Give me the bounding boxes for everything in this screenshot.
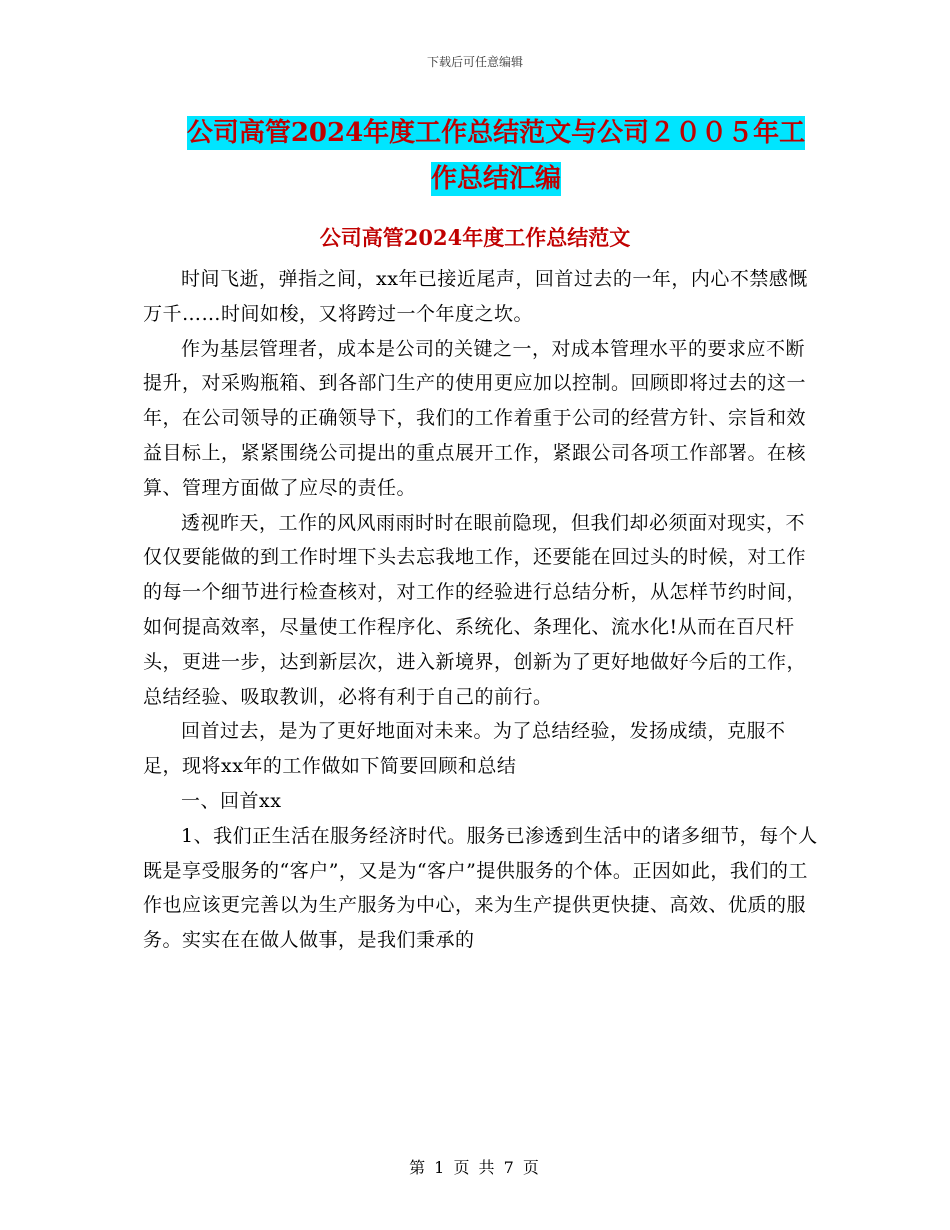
document-title-line-1: 公司高管2024年度工作总结范文与公司２００５年工 bbox=[186, 118, 806, 148]
section-title: 公司高管2024年度工作总结范文 bbox=[319, 225, 631, 250]
header-note: 下载后可任意编辑 bbox=[426, 55, 523, 69]
paragraph: 作为基层管理者，成本是公司的关键之一，对成本管理水平的要求应不断提升，对采购瓶箱、到各部门生产的使用更应加以控制。回顾即将过去的这一年，在公司领导的正确领导下，我们的工作着重于公司的经营方针、宗旨和效益目标上，紧紧围绕公司提出的重点展开工作，紧跟公司各项工作部署。在核算、管理方面做了应尽的责任。 bbox=[143, 337, 807, 499]
paragraph: 回首过去，是为了更好地面对未来。为了总结经验，发扬成绩，克服不足，现将xx年的工作做如下简要回顾和总结 bbox=[143, 720, 786, 778]
page-indicator: 第 1 页 共 7 页 bbox=[409, 1158, 541, 1177]
paragraph: 透视昨天，工作的风风雨雨时时在眼前隐现，但我们却必须面对现实，不仅仅要能做的到工作时埋下头去忘我地工作，还要能在回过头的时候，对工作的每一个细节进行检查核对，对工作的经验进行总结分析，从怎样节约时间，如何提高效率，尽量使工作程序化、系统化、条理化、流水化!从而在百尺杆头，更进一步，达到新层次，进入新境界，创新为了更好地做好今后的工作，总结经验、吸取教训，必将有利于自己的前行。 bbox=[143, 511, 807, 708]
paragraph: 一、回首xx bbox=[181, 789, 282, 812]
paragraph: 时间飞逝，弹指之间，xx年已接近尾声，回首过去的一年，内心不禁感慨万千……时间如梭，又将跨过一个年度之坎。 bbox=[143, 268, 808, 325]
paragraph: 1、我们正生活在服务经济时代。服务已渗透到生活中的诸多细节，每个人既是享受服务的“客户”，又是为“客户”提供服务的个体。正因如此，我们的工作也应该更完善以为生产服务为中心，来为生产提供更快捷、高效、优质的服务。实实在在做人做事，是我们秉承的 bbox=[143, 824, 818, 952]
document-title-line-2: 作总结汇编 bbox=[430, 164, 561, 194]
document-title bbox=[140, 110, 852, 202]
document-body bbox=[143, 262, 823, 958]
